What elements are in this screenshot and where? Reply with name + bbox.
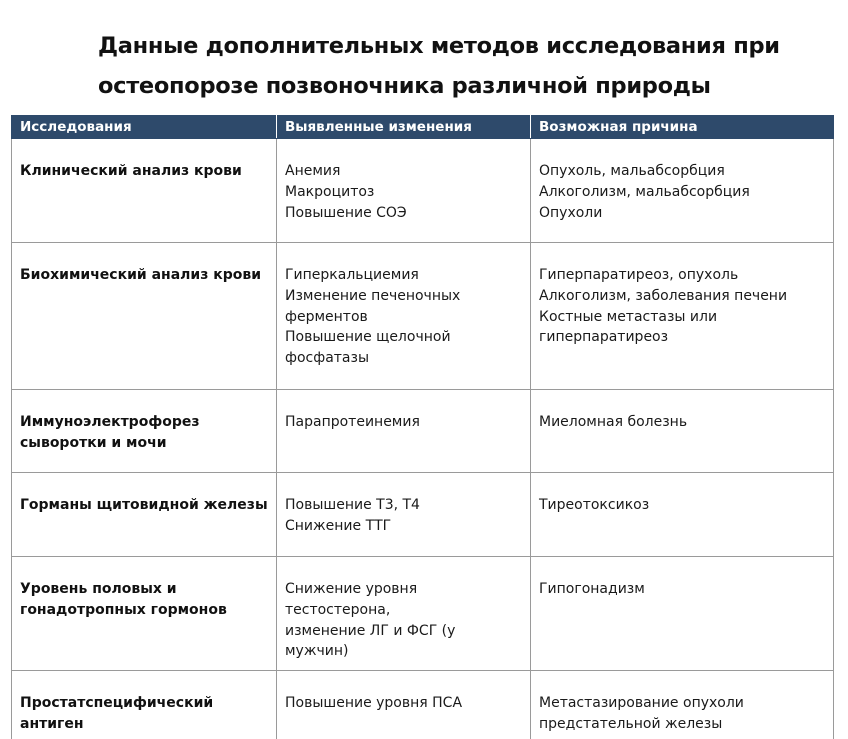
study-text: гонадотропных гормонов xyxy=(20,601,227,618)
changes-cell xyxy=(277,139,531,243)
change-text: Изменение печеночных xyxy=(285,287,461,304)
causes-cell xyxy=(531,671,834,739)
causes-cell xyxy=(531,557,834,671)
cause-text: Алкоголизм, мальабсорбция xyxy=(539,183,750,200)
header-changes: Выявленные изменения xyxy=(277,116,531,139)
cause-text: Опухоль, мальабсорбция xyxy=(539,163,725,179)
study-text: Иммуноэлектрофорез xyxy=(20,414,200,430)
study-cell xyxy=(12,473,277,557)
cause-text: Алкоголизм, заболевания печени xyxy=(539,287,788,304)
study-text: Клинический анализ крови xyxy=(20,163,242,179)
table-row xyxy=(12,390,834,473)
change-text: фосфатазы xyxy=(285,350,370,367)
table-row xyxy=(12,139,834,243)
study-text: Биохимический анализ крови xyxy=(20,267,262,283)
causes-cell xyxy=(531,243,834,390)
change-text: Снижение уровня тестостерона, xyxy=(285,581,418,618)
change-text: Парапротеинемия xyxy=(285,414,420,430)
table-row xyxy=(12,671,834,739)
change-text: Макроцитоз xyxy=(285,183,375,200)
study-cell xyxy=(12,390,277,473)
change-text: Снижение ТТГ xyxy=(285,517,392,534)
methods-table xyxy=(11,115,834,739)
cause-text: гиперпаратиреоз xyxy=(539,329,669,346)
cause-text: Гиперпаратиреоз, опухоль xyxy=(539,267,739,283)
changes-cell xyxy=(277,557,531,671)
changes-cell xyxy=(277,473,531,557)
page-title xyxy=(98,26,818,106)
causes-cell xyxy=(531,139,834,243)
changes-cell xyxy=(277,390,531,473)
study-text: Горманы щитовидной железы xyxy=(20,497,268,513)
causes-cell xyxy=(531,473,834,557)
causes-cell xyxy=(531,390,834,473)
study-cell xyxy=(12,243,277,390)
change-text: Повышение Т3, Т4 xyxy=(285,497,420,513)
changes-cell xyxy=(277,671,531,739)
change-text: Гиперкальциемия xyxy=(285,267,419,283)
cause-text: Метастазирование опухоли xyxy=(539,695,744,712)
change-text: изменение ЛГ и ФСГ (у мужчин) xyxy=(285,622,456,660)
title-line-1: Данные дополнительных методов исследования при xyxy=(98,33,780,59)
study-cell xyxy=(12,139,277,243)
table-row xyxy=(12,473,834,557)
header-studies: Исследования xyxy=(12,116,277,139)
change-text: Повышение уровня ПСА xyxy=(285,695,463,712)
cause-text: Гипогонадизм xyxy=(539,581,645,597)
cause-text: Миеломная болезнь xyxy=(539,414,688,430)
change-text: Повышение щелочной xyxy=(285,329,451,346)
change-text: Повышение СОЭ xyxy=(285,204,407,221)
change-text: ферментов xyxy=(285,308,368,325)
changes-cell xyxy=(277,243,531,390)
cause-text: Тиреотоксикоз xyxy=(539,497,650,513)
cause-text: Опухоли xyxy=(539,204,603,221)
study-cell xyxy=(12,671,277,739)
change-text: Анемия xyxy=(285,163,341,179)
cause-text: Костные метастазы или xyxy=(539,308,718,325)
cause-text: предстательной железы xyxy=(539,715,723,732)
study-text: Уровень половых и xyxy=(20,581,177,597)
title-line-2: остеопорозе позвоночника различной природы xyxy=(98,73,711,99)
header-causes: Возможная причина xyxy=(531,116,834,139)
study-cell xyxy=(12,557,277,671)
study-text: сыворотки и мочи xyxy=(20,434,167,451)
table-row xyxy=(12,557,834,671)
study-text: антиген xyxy=(20,715,84,732)
table-row xyxy=(12,243,834,390)
table-header-row xyxy=(12,116,834,139)
study-text: Простатспецифический xyxy=(20,695,214,712)
